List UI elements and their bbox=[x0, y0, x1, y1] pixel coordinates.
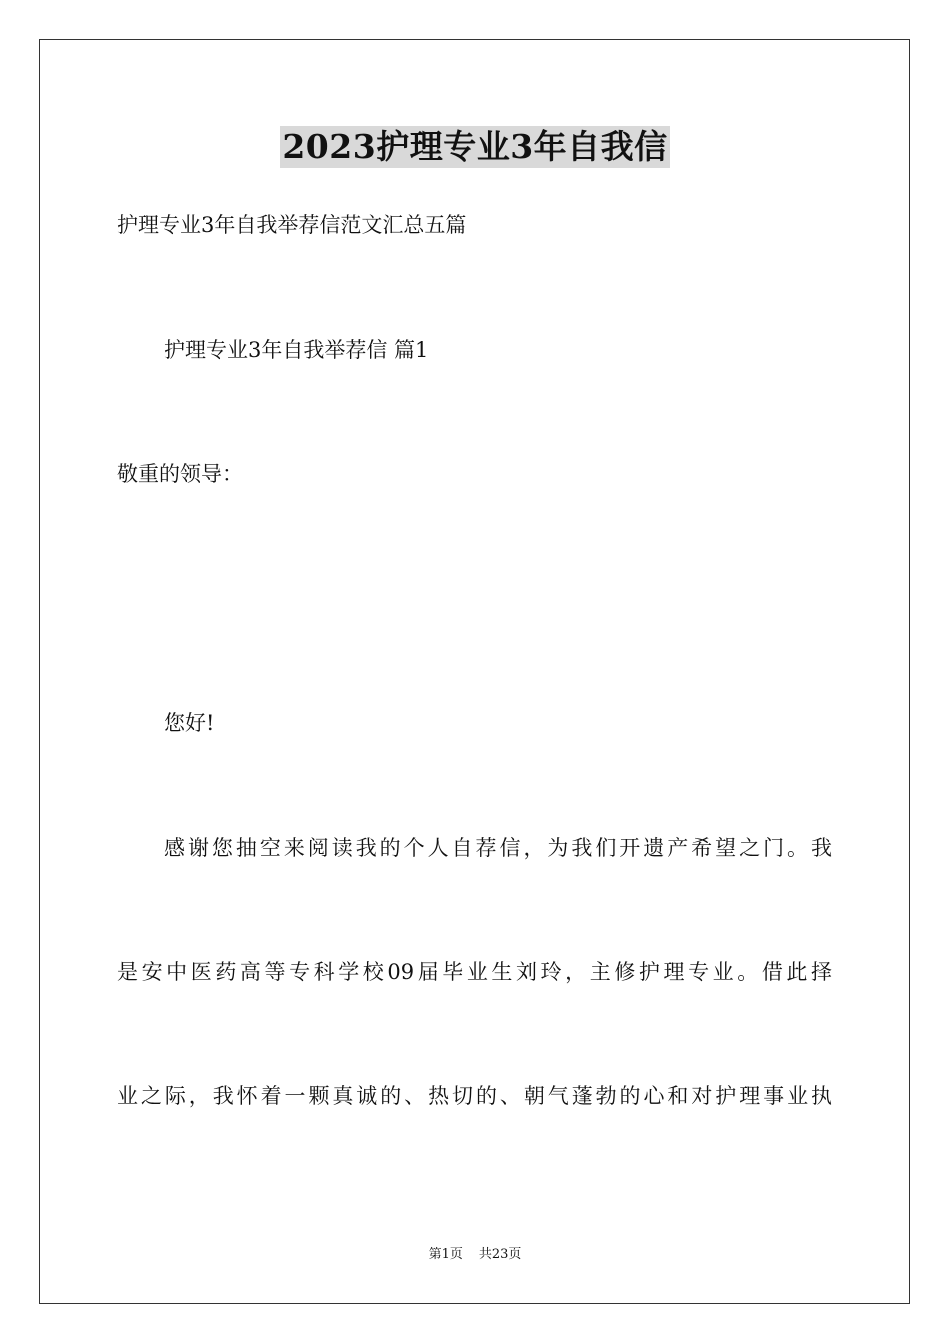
greeting: 您好! bbox=[164, 711, 215, 735]
title-container bbox=[0, 126, 950, 168]
page-footer bbox=[0, 1246, 950, 1264]
salutation: 敬重的领导： bbox=[117, 462, 243, 486]
page-total: 共23页 bbox=[478, 1247, 522, 1262]
page-number: 第1页 bbox=[428, 1247, 463, 1262]
document-title: 2023护理专业3年自我信 bbox=[282, 127, 668, 166]
document-subtitle: 护理专业3年自我举荐信范文汇总五篇 bbox=[117, 213, 467, 237]
body-line-2: 是安中医药高等专科学校09届毕业生刘玲，主修护理专业。借此择 bbox=[117, 960, 832, 984]
section-heading: 护理专业3年自我举荐信 篇1 bbox=[164, 338, 429, 362]
body-line-3: 业之际，我怀着一颗真诚的、热切的、朝气蓬勃的心和对护理事业执 bbox=[117, 1084, 832, 1108]
body-line-1: 感谢您抽空来阅读我的个人自荐信，为我们开遗产希望之门。我 bbox=[164, 836, 832, 860]
